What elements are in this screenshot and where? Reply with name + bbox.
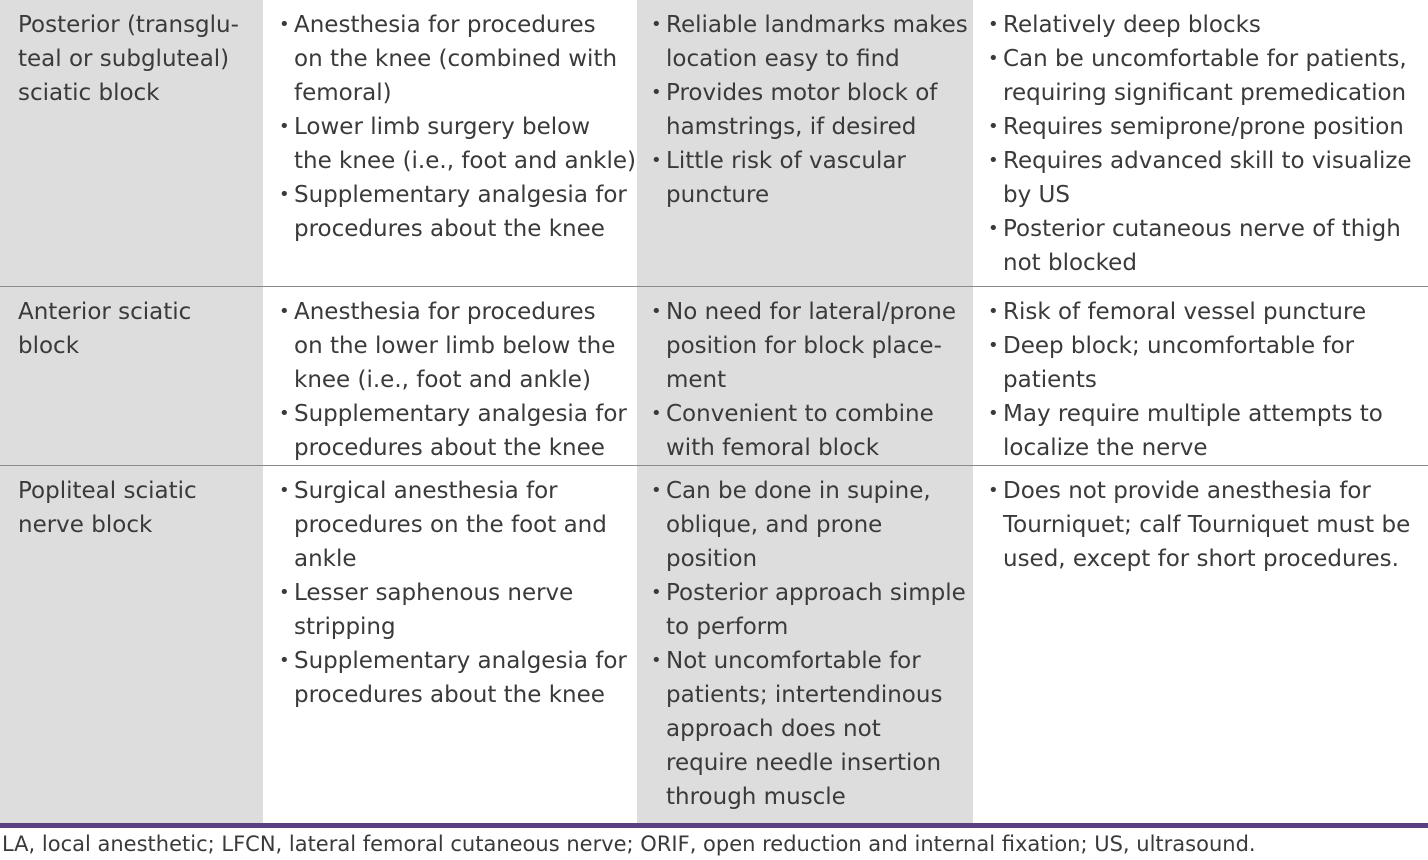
list-item: • Anesthesia for procedures on the lower limb below the knee (i.e., foot and ankle) [279,295,637,397]
list-item: • Does not provide anesthesia for Tourniquet; calf Tourniquet must be used, except for short procedures. [988,474,1428,576]
table-row [0,287,1428,466]
disadvantages-list [988,474,1428,576]
block-name-cell [0,466,263,823]
block-name: Anterior sciatic block [18,299,192,359]
list-item: • Relatively deep blocks [988,8,1428,42]
list-item: • Can be done in supine, oblique, and prone position [651,474,973,576]
block-name: Popliteal sciatic nerve block [18,478,197,538]
list-item: • May require multiple attempts to localize the nerve [988,397,1428,465]
table-row [0,0,1428,287]
advantages-list [651,8,973,212]
disadvantages-cell [973,466,1428,823]
list-item: • Convenient to combine with femoral block [651,397,973,465]
table-row [0,466,1428,823]
list-item: • Requires semiprone/prone position [988,110,1428,144]
list-item: • Lesser saphenous nerve stripping [279,576,637,644]
list-item: • Posterior cutaneous nerve of thigh not blocked [988,212,1428,280]
list-item: • Can be uncomfortable for patients, requiring significant premedication [988,42,1428,110]
indications-list [279,474,637,712]
list-item: • Surgical anesthesia for procedures on the foot and ankle [279,474,637,576]
disadvantages-cell [973,0,1428,286]
advantages-list [651,295,973,465]
list-item: • Supplementary analgesia for procedures about the knee [279,644,637,712]
footer-rule [0,823,1428,828]
block-name: Posterior (transglu- teal or subgluteal) sciatic block [18,12,239,106]
list-item: • Risk of femoral vessel puncture [988,295,1428,329]
list-item: • No need for lateral/prone position for block place- ment [651,295,973,397]
disadvantages-list [988,8,1428,280]
list-item: • Deep block; uncomfortable for patients [988,329,1428,397]
block-name-cell [0,287,263,465]
indications-cell [263,0,637,286]
advantages-cell [637,466,973,823]
list-item: • Lower limb surgery below the knee (i.e., foot and ankle) [279,110,637,178]
list-item: • Not uncomfortable for patients; intertendinous approach does not require needle insertion through muscle [651,644,973,814]
list-item: • Little risk of vascular puncture [651,144,973,212]
list-item: • Requires advanced skill to visualize by US [988,144,1428,212]
indications-cell [263,466,637,823]
indications-list [279,8,637,246]
advantages-cell [637,0,973,286]
disadvantages-list [988,295,1428,465]
advantages-list [651,474,973,814]
footnote: LA, local anesthetic; LFCN, lateral femoral cutaneous nerve; ORIF, open reduction and internal fixation; US, ultrasound. [2,832,1256,856]
advantages-cell [637,287,973,465]
disadvantages-cell [973,287,1428,465]
list-item: • Supplementary analgesia for procedures about the knee [279,178,637,246]
list-item: • Supplementary analgesia for procedures about the knee [279,397,637,465]
list-item: • Provides motor block of hamstrings, if desired [651,76,973,144]
indications-cell [263,287,637,465]
list-item: • Posterior approach simple to perform [651,576,973,644]
indications-list [279,295,637,465]
block-name-cell [0,0,263,286]
list-item: • Reliable landmarks makes location easy to find [651,8,973,76]
list-item: • Anesthesia for procedures on the knee (combined with femoral) [279,8,637,110]
